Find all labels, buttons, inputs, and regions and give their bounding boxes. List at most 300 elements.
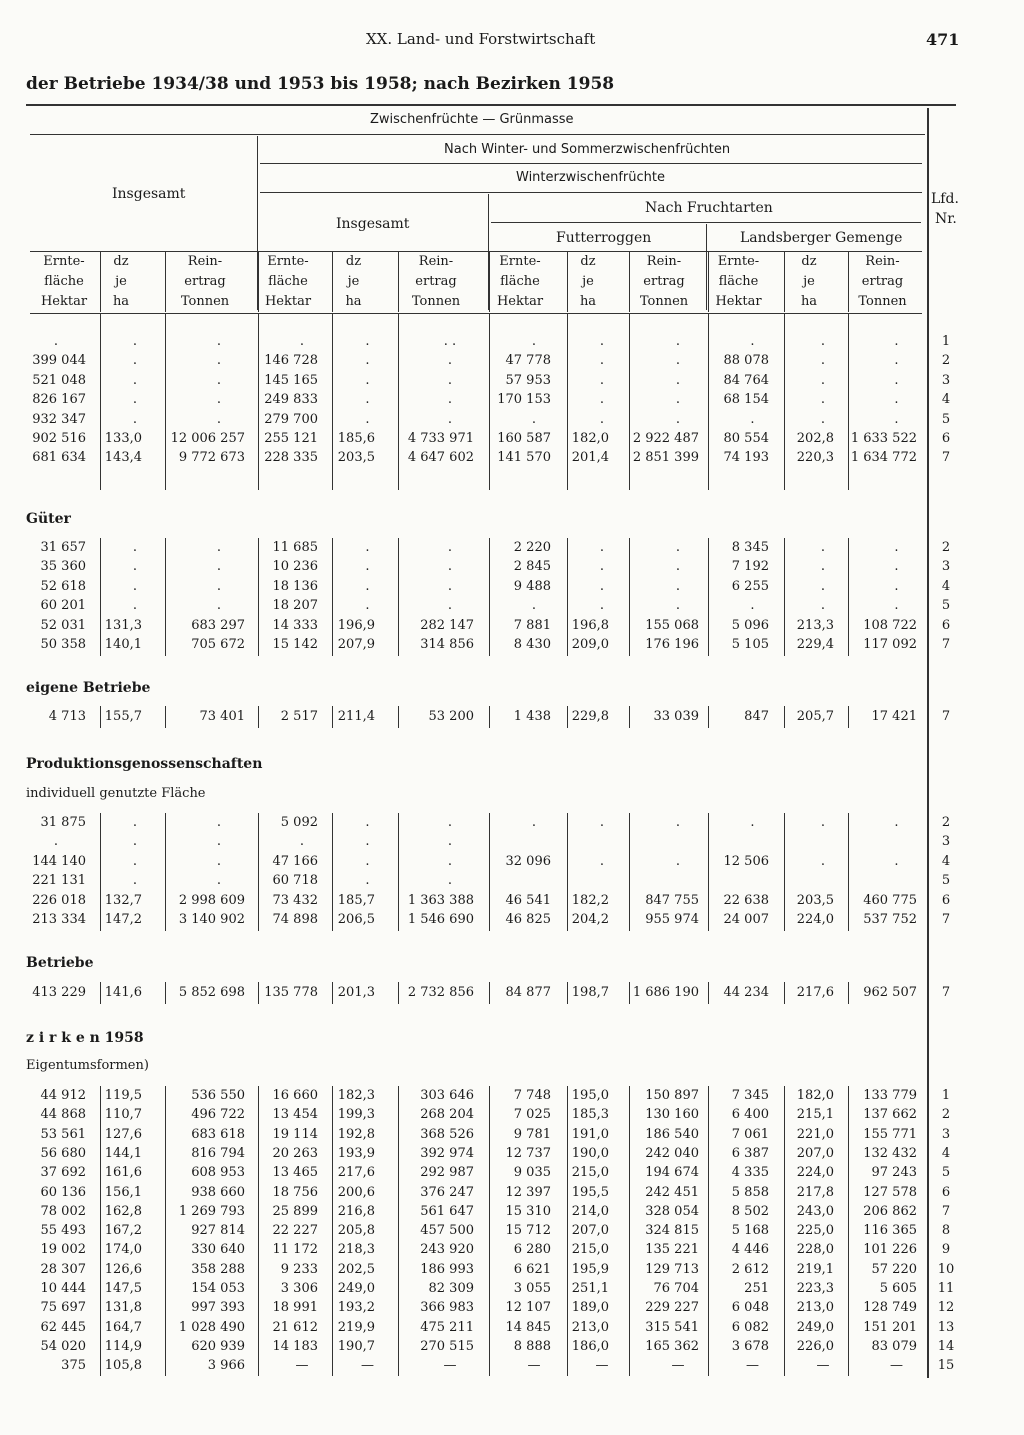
table-cell: 22 638 xyxy=(723,892,769,908)
table-cell: 74 898 xyxy=(272,912,318,927)
table-cell: . xyxy=(216,815,222,830)
table-cell: 101 226 xyxy=(863,1242,917,1258)
table-cell: . xyxy=(675,815,681,830)
table-cell: . xyxy=(365,578,370,594)
table-cell: . xyxy=(750,411,755,427)
table-cell: 5 852 698 xyxy=(178,985,245,1000)
table-cell: 15 310 xyxy=(505,1203,551,1219)
table-cell: — xyxy=(443,1358,457,1374)
table-cell: 199,3 xyxy=(337,1107,375,1123)
table-cell: 167,2 xyxy=(104,1223,142,1239)
table-cell: . xyxy=(675,853,681,869)
table-cell: 6 082 xyxy=(731,1319,769,1335)
table-cell: 204,2 xyxy=(571,912,609,927)
table-cell: 174,0 xyxy=(104,1242,142,1258)
table-cell: 182,0 xyxy=(796,1088,834,1103)
table-cell: 217,6 xyxy=(337,1165,375,1181)
table-cell: 135 221 xyxy=(645,1242,699,1258)
table-cell: 413 229 xyxy=(32,985,86,1000)
table-cell: . xyxy=(894,372,899,388)
table-cell: 7 748 xyxy=(513,1088,551,1103)
table-cell: 161,6 xyxy=(104,1165,142,1181)
table-cell: 155,7 xyxy=(104,709,142,724)
table-cell: 228 335 xyxy=(264,450,318,466)
table-cell: 315 541 xyxy=(645,1319,699,1335)
column-subheader: Rein- xyxy=(646,254,682,269)
row-number: 4 xyxy=(941,392,951,408)
column-subheader: ha xyxy=(800,294,818,309)
table-cell: 4 733 971 xyxy=(407,431,474,446)
table-cell: . xyxy=(894,853,899,869)
table-cell: 3 678 xyxy=(731,1338,769,1354)
row-number: 5 xyxy=(941,1165,951,1181)
table-cell: 213,0 xyxy=(571,1319,609,1335)
table-cell: . xyxy=(365,540,370,555)
table-cell: 1 438 xyxy=(513,709,551,724)
table-cell: . xyxy=(216,834,222,850)
table-cell: 186 993 xyxy=(420,1261,474,1277)
table-cell: . xyxy=(447,353,453,369)
table-cell: 209,0 xyxy=(571,637,609,652)
header-nr: Nr. xyxy=(935,211,957,227)
table-cell: 201,4 xyxy=(571,450,609,466)
table-cell: 11 685 xyxy=(272,540,318,555)
table-cell: 88 078 xyxy=(723,353,769,369)
table-cell: 249 833 xyxy=(264,392,318,408)
header-futterroggen: Futterroggen xyxy=(556,230,652,246)
table-cell: 53 200 xyxy=(428,709,474,724)
table-cell: 128 749 xyxy=(863,1300,917,1316)
header-rule xyxy=(30,251,922,252)
table-cell: 129 713 xyxy=(645,1261,699,1277)
column-subheader: Tonnen xyxy=(858,294,907,309)
table-cell: 190,0 xyxy=(571,1145,609,1161)
table-cell: . xyxy=(820,334,826,349)
table-cell: 35 360 xyxy=(40,559,86,575)
table-cell: 8 345 xyxy=(731,540,769,555)
table-cell: 44 868 xyxy=(40,1107,86,1123)
table-cell: 224,0 xyxy=(796,912,834,927)
table-cell: 127 578 xyxy=(863,1184,917,1200)
section-title: Produktionsgenossenschaften xyxy=(26,756,263,772)
table-cell: 62 445 xyxy=(40,1319,86,1335)
header-rule xyxy=(30,134,925,135)
row-number: 5 xyxy=(941,598,951,614)
table-cell: . xyxy=(216,873,222,889)
table-cell: — xyxy=(361,1358,374,1374)
column-subheader: je xyxy=(115,274,127,289)
column-subheader: Rein- xyxy=(418,254,454,269)
table-cell: 155 068 xyxy=(645,617,699,633)
table-cell: . xyxy=(53,834,59,850)
table-cell: 226,0 xyxy=(796,1338,834,1354)
table-cell: 219,9 xyxy=(337,1319,375,1335)
table-cell: 2 851 399 xyxy=(632,450,699,466)
table-cell: 279 700 xyxy=(264,411,318,427)
table-cell: 52 031 xyxy=(40,617,86,633)
table-cell: 185,6 xyxy=(337,431,375,446)
table-cell: 5 168 xyxy=(731,1223,769,1239)
header-rule xyxy=(260,192,922,193)
table-cell: . xyxy=(365,334,370,349)
column-subheader: ertrag xyxy=(184,274,226,289)
table-cell: . xyxy=(820,353,826,369)
table-cell: 97 243 xyxy=(871,1165,917,1181)
section-subtitle: Eigentumsformen) xyxy=(26,1058,149,1073)
row-number: 11 xyxy=(937,1281,955,1296)
chapter-title: XX. Land- und Forstwirtschaft xyxy=(366,30,596,48)
header-vsep xyxy=(706,224,707,310)
table-cell: 186 540 xyxy=(645,1126,699,1142)
table-cell: . xyxy=(599,334,605,349)
table-cell: 376 247 xyxy=(420,1184,474,1200)
table-cell: 229,8 xyxy=(571,709,609,724)
row-number: 5 xyxy=(941,411,951,427)
table-cell: . xyxy=(216,559,222,575)
table-cell: 19 114 xyxy=(272,1126,318,1142)
table-cell: 243,0 xyxy=(796,1203,834,1219)
table-cell: 9 772 673 xyxy=(178,450,245,466)
row-number: 6 xyxy=(941,431,951,446)
table-cell: . xyxy=(132,853,138,869)
table-cell: 847 755 xyxy=(645,892,699,908)
table-cell: 7 881 xyxy=(513,617,551,633)
table-cell: 9 233 xyxy=(280,1261,318,1277)
row-number: 7 xyxy=(941,985,951,1000)
header-winterzwischen: Winterzwischenfrüchte xyxy=(516,170,665,185)
column-subheader: ertrag xyxy=(415,274,457,289)
table-cell: 190,7 xyxy=(337,1338,375,1354)
table-cell: . xyxy=(675,334,681,349)
table-cell: 13 465 xyxy=(272,1165,318,1181)
table-cell: . xyxy=(132,411,138,427)
table-cell: . xyxy=(447,873,453,889)
column-separator xyxy=(629,252,630,312)
table-cell: 117 092 xyxy=(863,637,917,652)
table-cell: 132 432 xyxy=(863,1145,917,1161)
table-cell: 229,4 xyxy=(796,637,834,652)
column-subheader: Ernte- xyxy=(499,254,541,269)
table-cell: . xyxy=(894,540,899,555)
table-cell: 198,7 xyxy=(571,985,609,1000)
table-cell: 133 779 xyxy=(863,1088,917,1103)
column-subheader: Tonnen xyxy=(411,294,461,309)
row-number: 13 xyxy=(937,1319,955,1335)
section-title: eigene Betriebe xyxy=(26,680,151,696)
table-cell: 242 451 xyxy=(645,1184,699,1200)
table-cell: 1 634 772 xyxy=(850,450,917,466)
table-cell: 182,3 xyxy=(337,1088,375,1103)
table-cell: 214,0 xyxy=(571,1203,609,1219)
table-cell: 217,6 xyxy=(796,985,834,1000)
table-cell: 25 899 xyxy=(272,1203,318,1219)
row-number: 8 xyxy=(941,1223,951,1239)
table-cell: 126,6 xyxy=(104,1261,142,1277)
table-cell: 11 172 xyxy=(272,1242,318,1258)
table-cell: . xyxy=(750,598,755,614)
table-cell: 195,9 xyxy=(571,1261,609,1277)
column-subheader: fläche xyxy=(268,274,308,289)
table-cell: 20 263 xyxy=(272,1145,318,1161)
table-cell: 24 007 xyxy=(723,912,769,927)
table-cell: 14 333 xyxy=(272,617,318,633)
row-number: 6 xyxy=(941,617,951,633)
table-cell: 902 516 xyxy=(32,431,86,446)
column-subheader: dz xyxy=(580,254,596,269)
table-cell: 218,3 xyxy=(337,1242,375,1258)
table-cell: . xyxy=(820,372,826,388)
table-cell: . xyxy=(599,392,605,408)
table-cell: 7 192 xyxy=(731,559,769,575)
column-subheader: Tonnen xyxy=(180,294,230,309)
table-cell: 31 875 xyxy=(40,815,86,830)
table-cell: 131,3 xyxy=(104,617,142,633)
table-cell: 52 618 xyxy=(40,578,86,594)
table-cell: 7 061 xyxy=(731,1126,769,1142)
table-cell: . xyxy=(216,372,222,388)
table-cell: . xyxy=(894,353,899,369)
table-cell: . . xyxy=(443,334,457,349)
header-rule xyxy=(260,163,922,164)
table-cell: 211,4 xyxy=(337,709,375,724)
table-cell: . xyxy=(675,392,681,408)
table-cell: . xyxy=(447,411,453,427)
table-cell: . xyxy=(750,334,755,349)
row-number: 14 xyxy=(937,1338,955,1354)
table-cell: . xyxy=(447,392,453,408)
table-cell: 18 207 xyxy=(272,598,318,614)
table-cell: 37 692 xyxy=(40,1165,86,1181)
table-cell: . xyxy=(599,372,605,388)
table-cell: 156,1 xyxy=(104,1184,142,1200)
table-cell: . xyxy=(894,334,899,349)
section-subtitle: individuell genutzte Fläche xyxy=(26,786,206,801)
table-cell: — xyxy=(595,1358,609,1374)
table-cell: 7 025 xyxy=(513,1107,551,1123)
table-cell: 962 507 xyxy=(863,985,917,1000)
table-cell: . xyxy=(447,853,453,869)
row-number: 4 xyxy=(941,853,951,869)
top-rule xyxy=(26,104,956,106)
row-number: 4 xyxy=(941,578,951,594)
table-cell: . xyxy=(894,411,899,427)
table-cell: 4 446 xyxy=(731,1242,769,1258)
table-cell: 195,5 xyxy=(571,1184,609,1200)
table-cell: 475 211 xyxy=(420,1319,474,1335)
table-cell: 19 002 xyxy=(40,1242,86,1258)
table-cell: 4 647 602 xyxy=(407,450,474,466)
table-cell: 47 166 xyxy=(272,853,318,869)
table-cell: 12 506 xyxy=(723,853,769,869)
table-cell: 200,6 xyxy=(337,1184,375,1200)
row-number: 2 xyxy=(941,815,951,830)
table-cell: 189,0 xyxy=(571,1300,609,1316)
table-cell: 1 633 522 xyxy=(850,431,917,446)
table-cell: . xyxy=(132,392,138,408)
table-cell: . xyxy=(531,334,537,349)
table-cell: 6 048 xyxy=(731,1300,769,1316)
table-cell: 155 771 xyxy=(863,1126,917,1142)
table-cell: 203,5 xyxy=(796,892,834,908)
table-cell: 105,8 xyxy=(104,1358,142,1374)
table-cell: . xyxy=(894,392,899,408)
table-cell: . xyxy=(531,815,537,830)
column-subheader: fläche xyxy=(500,274,540,289)
table-cell: 460 775 xyxy=(863,892,917,908)
table-cell: 330 640 xyxy=(191,1242,245,1258)
row-number: 4 xyxy=(941,1145,951,1161)
table-cell: 12 397 xyxy=(505,1184,551,1200)
page-title: der Betriebe 1934/38 und 1953 bis 1958; nach Bezirken 1958 xyxy=(26,74,615,94)
table-cell: 147,2 xyxy=(104,912,142,927)
table-cell: 9 488 xyxy=(513,578,551,594)
table-cell: 816 794 xyxy=(191,1145,245,1161)
table-cell: 1 269 793 xyxy=(178,1203,245,1219)
row-number: 3 xyxy=(941,372,951,388)
table-cell: 521 048 xyxy=(32,372,86,388)
column-subheader: ha xyxy=(579,294,597,309)
table-cell: 119,5 xyxy=(104,1088,142,1103)
row-number: 2 xyxy=(941,353,951,369)
table-cell: 164,7 xyxy=(104,1319,142,1335)
table-cell: 130 160 xyxy=(645,1107,699,1123)
row-number: 3 xyxy=(941,1126,951,1142)
table-cell: 110,7 xyxy=(104,1107,142,1123)
table-cell: 216,8 xyxy=(337,1203,375,1219)
row-number: 5 xyxy=(941,873,951,889)
table-cell: . xyxy=(447,540,453,555)
table-cell: 18 136 xyxy=(272,578,318,594)
table-cell: . xyxy=(820,392,826,408)
table-cell: 141 570 xyxy=(497,450,551,466)
table-cell: 826 167 xyxy=(32,392,86,408)
table-cell: . xyxy=(820,598,826,614)
table-cell: 6 387 xyxy=(731,1145,769,1161)
header-insgesamt-main: Insgesamt xyxy=(112,186,186,202)
table-cell: . xyxy=(599,540,605,555)
table-cell: 375 xyxy=(61,1358,86,1374)
table-cell: 220,3 xyxy=(796,450,834,466)
row-number: 6 xyxy=(941,1184,951,1200)
table-cell: . xyxy=(132,353,138,369)
table-cell: 303 646 xyxy=(420,1088,474,1103)
table-cell: 32 096 xyxy=(505,853,551,869)
table-cell: 5 605 xyxy=(879,1281,917,1296)
row-number: 7 xyxy=(941,637,951,652)
table-cell: . xyxy=(132,372,138,388)
section-title: Güter xyxy=(26,511,71,527)
table-cell: 73 432 xyxy=(272,892,318,908)
table-cell: 224,0 xyxy=(796,1165,834,1181)
table-cell: . xyxy=(53,334,59,349)
table-cell: 76 704 xyxy=(653,1281,699,1296)
table-cell: 268 204 xyxy=(420,1107,474,1123)
table-cell: . xyxy=(216,411,222,427)
table-cell: 213,0 xyxy=(796,1300,834,1316)
table-cell: 53 561 xyxy=(40,1126,86,1142)
table-cell: 399 044 xyxy=(32,353,86,369)
table-cell: 143,4 xyxy=(104,450,142,466)
table-cell: . xyxy=(894,815,899,830)
table-cell: 228,0 xyxy=(796,1242,834,1258)
table-cell: 47 778 xyxy=(505,353,551,369)
table-cell: . xyxy=(820,815,826,830)
column-separator xyxy=(398,252,399,312)
table-cell: 242 040 xyxy=(645,1145,699,1161)
table-cell: 28 307 xyxy=(40,1261,86,1277)
table-cell: 932 347 xyxy=(32,411,86,427)
table-cell: 192,8 xyxy=(337,1126,375,1142)
table-cell: . xyxy=(531,411,537,427)
table-cell: . xyxy=(299,834,305,850)
table-cell: . xyxy=(299,334,305,349)
table-cell: 108 722 xyxy=(863,617,917,633)
table-cell: . xyxy=(216,353,222,369)
table-cell: 12 006 257 xyxy=(170,431,245,446)
table-cell: 270 515 xyxy=(420,1338,474,1354)
table-cell: . xyxy=(365,559,370,575)
table-cell: — xyxy=(527,1358,541,1374)
table-cell: 165 362 xyxy=(645,1338,699,1354)
table-cell: 213,3 xyxy=(796,617,834,633)
table-cell: . xyxy=(132,334,138,349)
table-cell: 57 953 xyxy=(505,372,551,388)
table-cell: . xyxy=(531,598,537,614)
table-cell: 133,0 xyxy=(104,431,142,446)
table-cell: 2 612 xyxy=(731,1261,769,1277)
table-cell: 68 154 xyxy=(723,392,769,408)
table-cell: 206 862 xyxy=(863,1203,917,1219)
table-cell: 997 393 xyxy=(191,1300,245,1316)
table-cell: 496 722 xyxy=(191,1107,245,1123)
table-cell: 3 306 xyxy=(280,1281,318,1296)
table-cell: 18 991 xyxy=(272,1300,318,1316)
table-cell: . xyxy=(599,598,605,614)
table-cell: 145 165 xyxy=(264,372,318,388)
table-cell: 207,0 xyxy=(571,1223,609,1239)
table-cell: 8 888 xyxy=(513,1338,551,1354)
table-cell: . xyxy=(675,540,681,555)
table-cell: 201,3 xyxy=(337,985,375,1000)
table-cell: . xyxy=(599,559,605,575)
table-cell: 324 815 xyxy=(645,1223,699,1239)
table-cell: . xyxy=(599,353,605,369)
table-cell: 55 493 xyxy=(40,1223,86,1239)
table-cell: 140,1 xyxy=(104,637,142,652)
table-cell: . xyxy=(599,853,605,869)
table-cell: 135 778 xyxy=(264,985,318,1000)
header-insgesamt-sub: Insgesamt xyxy=(336,216,410,232)
row-number: 1 xyxy=(941,1088,951,1103)
table-cell: . xyxy=(132,873,138,889)
column-subheader: ertrag xyxy=(643,274,685,289)
table-cell: . xyxy=(820,540,826,555)
table-cell: 16 660 xyxy=(272,1088,318,1103)
table-cell: 73 401 xyxy=(199,709,245,724)
table-cell: . xyxy=(132,559,138,575)
row-number: 7 xyxy=(941,450,951,466)
table-cell: 1 686 190 xyxy=(632,985,699,1000)
table-cell: 3 966 xyxy=(207,1358,245,1374)
table-cell: . xyxy=(820,559,826,575)
table-cell: 2 517 xyxy=(280,709,318,724)
table-cell: 8 502 xyxy=(731,1203,769,1219)
table-cell: 955 974 xyxy=(645,912,699,927)
row-number: 9 xyxy=(941,1242,951,1258)
table-cell: . xyxy=(675,353,681,369)
table-cell: . xyxy=(447,559,453,575)
header-rule xyxy=(491,222,921,223)
